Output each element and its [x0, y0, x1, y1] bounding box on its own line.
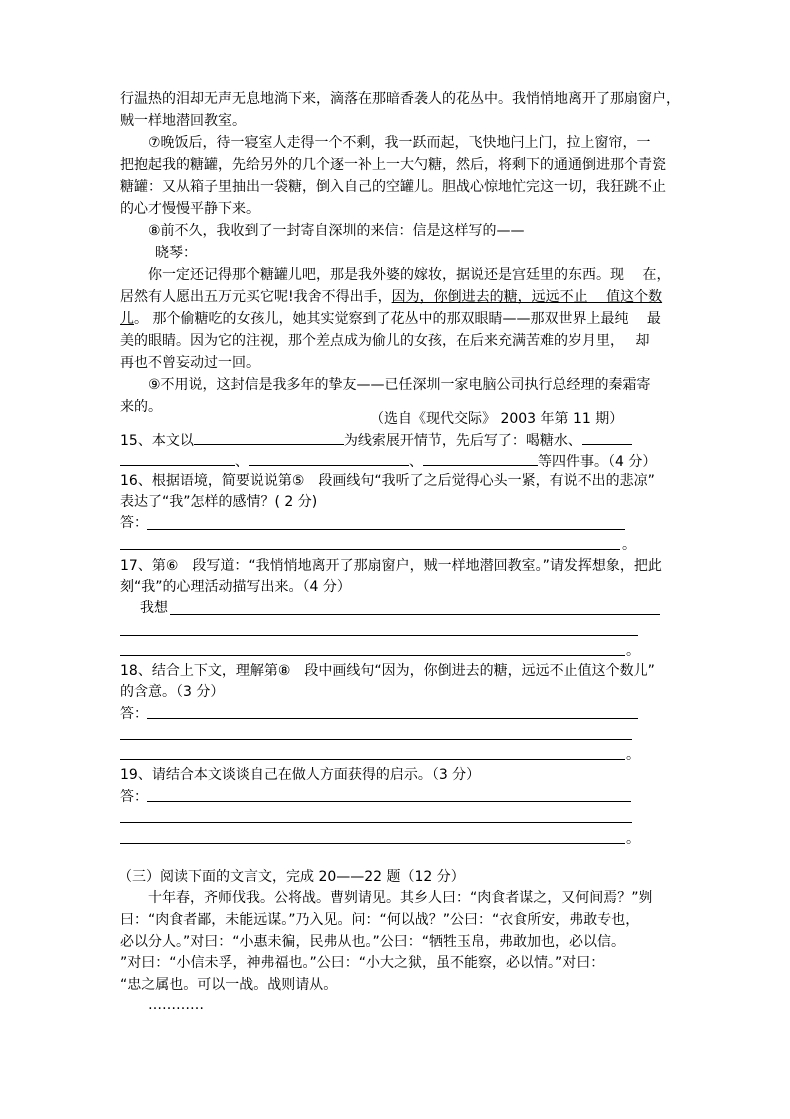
- question-15-line2: [120, 451, 656, 469]
- q16-period: 。: [622, 537, 636, 553]
- q15-text: 为线索展开情节，先后写了：喝糖水、: [343, 433, 582, 449]
- ellipsis: …………: [148, 997, 204, 1013]
- story-line: 把抱起我的糖罐，先给另外的几个逐一补上一大勺糖，然后，将剩下的通通倒进那个青瓷: [120, 157, 666, 173]
- question-17: 17、第⑥ 段写道：“我悄悄地离开了那扇窗户，贼一样地潜回教室。”请发挥想象，把此: [120, 558, 662, 574]
- question-19: 19、请结合本文谈谈自己在做人方面获得的启示。（3 分）: [120, 767, 481, 783]
- q16-answer-line[interactable]: [147, 529, 625, 530]
- classical-line: 十年春，齐师伐我。公将战。曹刿请见。其乡人曰：“肉食者谋之，又何间焉？”刿: [148, 890, 653, 906]
- q15-blank-event5[interactable]: [423, 451, 538, 466]
- letter-line: [120, 310, 661, 328]
- underlined-sentence: 因为，你倒进去的糖，远远不止 值这个数: [391, 289, 663, 305]
- classical-line: “忠之属也。可以一战。战则请从。: [120, 977, 338, 993]
- q15-sep: 、: [235, 454, 249, 470]
- classical-line: 曰：“肉食者鄙，未能远谋。”乃入见。问：“何以战？”公曰：“衣食所安，弗敢专也，: [120, 912, 640, 928]
- classical-line: ”对曰：“小信未孚，神弗福也。”公曰：“小大之狱，虽不能察，必以情。”对曰：: [120, 955, 605, 971]
- q15-blank-event2[interactable]: [582, 430, 632, 445]
- q15-text: 等四件事。（4 分）: [538, 454, 657, 470]
- q17-answer-line[interactable]: [170, 614, 660, 615]
- question-16: 16、根据语境，简要说说第⑤ 段画线句“我听了之后觉得心头一紧，有说不出的悲凉”: [120, 473, 655, 489]
- q18-period: 。: [626, 747, 640, 763]
- q15-blank-event4[interactable]: [249, 451, 409, 466]
- letter-line: 你一定还记得那个糖罐儿吧，那是我外婆的嫁妆，据说还是宫廷里的东西。现 在，: [148, 267, 671, 283]
- q17-answer-line[interactable]: [120, 635, 638, 636]
- story-paragraph-7: ⑦晚饭后，待一寝室人走得一个不剩，我一跃而起，飞快地闩上门，拉上窗帘，一: [148, 135, 651, 151]
- q18-answer-line[interactable]: [120, 739, 632, 740]
- q19-period: 。: [626, 831, 640, 847]
- q18-answer-line[interactable]: [120, 759, 625, 760]
- question-17-line2: 刻“我”的心理活动描写出来。（4 分）: [120, 579, 351, 595]
- q15-sep: 、: [409, 454, 423, 470]
- underlined-sentence-end: 儿: [120, 311, 134, 327]
- question-16-line2: 表达了“我”怎样的感情？( 2 分): [120, 494, 318, 510]
- letter-line: 再也不曾妄动过一回。: [120, 355, 260, 371]
- story-paragraph-9: ⑨不用说，这封信是我多年的挚友——已任深圳一家电脑公司执行总经理的秦霜寄: [148, 377, 651, 393]
- story-line: 行温热的泪却无声无息地淌下来，滴落在那暗香袭人的花丛中。我悄悄地离开了那扇窗户，: [120, 91, 680, 107]
- q16-answer-line[interactable]: [120, 549, 620, 550]
- question-15: [120, 430, 632, 448]
- q17-answer-line[interactable]: [120, 655, 625, 656]
- q19-answer-label: 答：: [120, 789, 148, 805]
- story-line: 的心才慢慢平静下来。: [120, 201, 260, 217]
- story-paragraph-8: ⑧前不久，我收到了一封寄自深圳的来信：信是这样写的——: [148, 223, 525, 239]
- letter-text: 。 那个偷糖吃的女孩儿，她其实觉察到了花丛中的那双眼睛——那双世界上最纯 最: [134, 311, 661, 327]
- q19-answer-line[interactable]: [120, 822, 632, 823]
- story-line: 来的。: [120, 399, 162, 415]
- letter-line: [120, 288, 662, 306]
- letter-salutation: 晓琴：: [155, 245, 197, 261]
- q15-blank-event3[interactable]: [120, 451, 235, 466]
- source-citation: （选自《现代交际》 2003 年第 11 期）: [370, 411, 624, 427]
- question-18: 18、结合上下文，理解第⑧ 段中画线句“因为，你倒进去的糖，远远不止值这个数儿”: [120, 663, 655, 679]
- story-line: 糖罐：又从箱子里抽出一袋糖，倒入自己的空罐儿。胆战心惊地忙完这一切，我狂跳不止: [120, 179, 666, 195]
- letter-text: 居然有人愿出五万元买它呢!我舍不得出手，: [120, 289, 392, 305]
- q16-answer-label: 答：: [120, 515, 148, 531]
- classical-line: 必以分人。”对曰：“小惠未徧，民弗从也。”公曰：“牺牲玉帛，弗敢加也，必以信。: [120, 934, 626, 950]
- q18-answer-label: 答：: [120, 706, 148, 722]
- q15-text: 15、本文以: [120, 433, 194, 449]
- q18-answer-line[interactable]: [147, 718, 638, 719]
- q17-period: 。: [626, 643, 640, 659]
- question-18-line2: 的含意。（3 分）: [120, 684, 225, 700]
- letter-line: 美的眼睛。因为它的注视，那个差点成为偷儿的女孩，在后来充满苦难的岁月里， 却: [120, 333, 650, 349]
- q19-answer-line[interactable]: [147, 801, 631, 802]
- q19-answer-line[interactable]: [120, 843, 625, 844]
- section-3-heading: （三）阅读下面的文言文，完成 20——22 题（12 分）: [118, 869, 465, 885]
- q17-answer-prefix: 我想: [140, 600, 168, 616]
- q15-blank-clue[interactable]: [194, 430, 344, 445]
- story-line: 贼一样地潜回教室。: [120, 113, 246, 129]
